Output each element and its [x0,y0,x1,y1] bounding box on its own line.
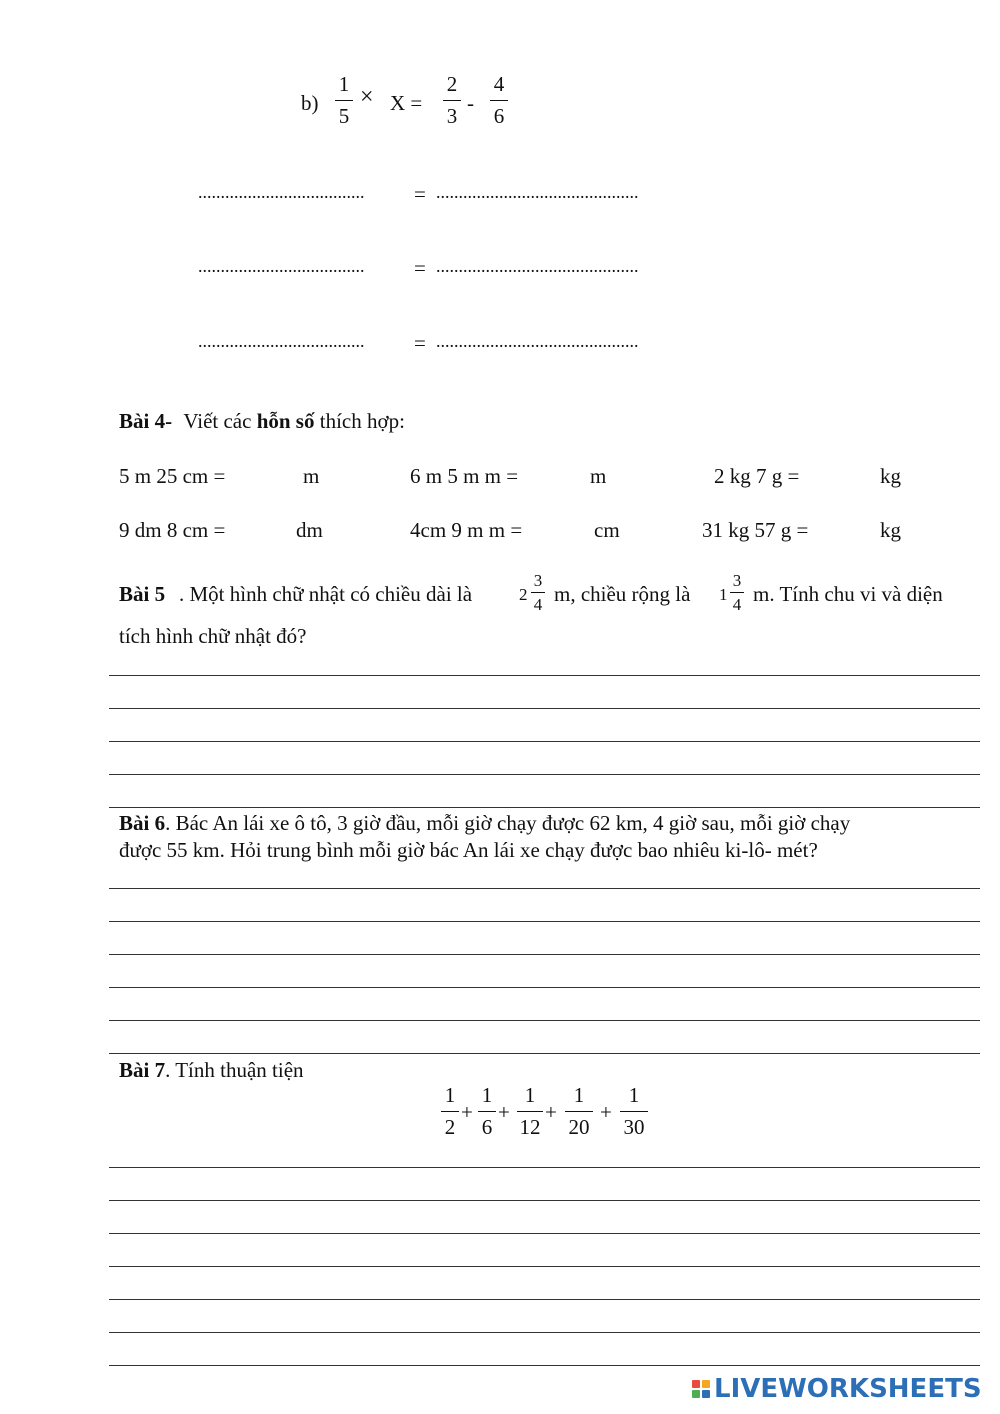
logo-grid-icon [692,1380,710,1398]
numerator: 1 [338,72,350,96]
bai4-item: 5 m 25 cm = [119,464,226,488]
numerator: 1 [481,1083,493,1107]
liveworksheets-logo [692,1374,982,1404]
answer-rule[interactable] [109,741,980,742]
bai4-item: 2 kg 7 g = [714,464,800,488]
answer-left[interactable]: ..................................... [198,256,365,276]
denominator: 3 [446,104,458,128]
bai7-title: Bài 7 [119,1058,166,1082]
denominator: 4 [533,595,543,614]
length-whole: 2 [519,585,528,604]
denominator: 6 [493,104,505,128]
answer-rule[interactable] [109,807,980,808]
answer-left[interactable]: ..................................... [198,331,365,351]
logo-square [692,1380,700,1388]
bai4-text-bold: hỗn số [256,409,315,433]
minus-sign: - [467,91,474,115]
bai4-title: Bài 4- [119,409,173,433]
bai4-item: 9 dm 8 cm = [119,518,226,542]
denominator: 30 [623,1115,645,1139]
numerator: 2 [446,72,458,96]
bai5-line-2: tích hình chữ nhật đó? [119,624,307,648]
answer-rule[interactable] [109,921,980,922]
plus-sign: + [600,1100,612,1124]
fraction-1-2 [441,1085,459,1138]
answer-right[interactable]: ............................................. [436,256,639,276]
answer-rule[interactable] [109,1200,980,1201]
bai4-unit[interactable]: cm [594,518,620,542]
answer-rule[interactable] [109,987,980,988]
equation-label: b) [301,91,319,115]
answer-rule[interactable] [109,1053,980,1054]
bai5-title: Bài 5 [119,582,166,606]
answer-rule[interactable] [109,1299,980,1300]
answer-rule[interactable] [109,774,980,775]
bai6-title: Bài 6 [119,811,166,835]
answer-right[interactable]: ............................................. [436,331,639,351]
answer-left[interactable]: ..................................... [198,182,365,202]
length-fraction [531,572,545,613]
bai4-unit[interactable]: dm [296,518,323,542]
bai4-unit[interactable]: m [590,464,607,488]
answer-rule[interactable] [109,1167,980,1168]
numerator: 1 [524,1083,536,1107]
bai6-line-1 [119,811,850,836]
answer-rule[interactable] [109,1365,980,1366]
bai4-text-b: thích hợp: [314,409,405,433]
numerator: 3 [732,571,742,590]
logo-square [702,1390,710,1398]
bai4-unit[interactable]: m [303,464,320,488]
fraction-1-5 [335,74,353,127]
bai5-text-c: m. Tính chu vi và diện [753,582,943,606]
fraction-1-12 [517,1085,543,1138]
fraction-4-6 [490,74,508,127]
bai4-heading [119,409,405,434]
fraction-1-20 [565,1085,593,1138]
bai4-unit[interactable]: kg [880,518,901,542]
times-sign: × [360,84,374,110]
numerator: 1 [444,1083,456,1107]
bai4-text-a: Viết các [183,409,257,433]
plus-sign: + [461,1100,473,1124]
fraction-1-6 [478,1085,496,1138]
answer-rule[interactable] [109,1233,980,1234]
fraction-2-3 [443,74,461,127]
plus-sign: + [498,1100,510,1124]
logo-text: LIVEWORKSHEETS [714,1374,982,1404]
bai4-item: 6 m 5 m m = [410,464,519,488]
bai4-item: 31 kg 57 g = [702,518,809,542]
bai6-text: . Bác An lái xe ô tô, 3 giờ đầu, mỗi giờ chạy được 62 km, 4 giờ sau, mỗi giờ chạy [165,811,851,835]
bai5-text-a: . Một hình chữ nhật có chiều dài là [179,582,473,606]
answer-rule[interactable] [109,1266,980,1267]
answer-rule[interactable] [109,708,980,709]
answer-rule[interactable] [109,888,980,889]
answer-rule[interactable] [109,675,980,676]
bai6-line-2: được 55 km. Hỏi trung bình mỗi giờ bác An lái xe chạy được bao nhiêu ki-lô- mét? [119,838,818,862]
bai7-text: . Tính thuận tiện [165,1058,304,1082]
answer-rule[interactable] [109,954,980,955]
denominator: 4 [732,595,742,614]
denominator: 5 [338,104,350,128]
bai7-heading [119,1058,304,1083]
numerator: 3 [533,571,543,590]
logo-square [702,1380,710,1388]
logo-square [692,1390,700,1398]
equals-sign: = [414,331,426,355]
fraction-1-30 [620,1085,648,1138]
bai4-item: 4cm 9 m m = [410,518,523,542]
denominator: 12 [519,1115,541,1139]
denominator: 2 [444,1115,456,1139]
numerator: 1 [628,1083,640,1107]
equals-sign: = [414,182,426,206]
denominator: 20 [568,1115,590,1139]
answer-right[interactable]: ............................................. [436,182,639,202]
answer-rule[interactable] [109,1020,980,1021]
numerator: 4 [493,72,505,96]
denominator: 6 [481,1115,493,1139]
equals-sign: = [414,256,426,280]
bai4-unit[interactable]: kg [880,464,901,488]
width-fraction [730,572,744,613]
plus-sign: + [545,1100,557,1124]
numerator: 1 [573,1083,585,1107]
width-whole: 1 [719,585,728,604]
bai5-text-b: m, chiều rộng là [554,582,691,606]
answer-rule[interactable] [109,1332,980,1333]
x-equals: X = [390,91,423,115]
